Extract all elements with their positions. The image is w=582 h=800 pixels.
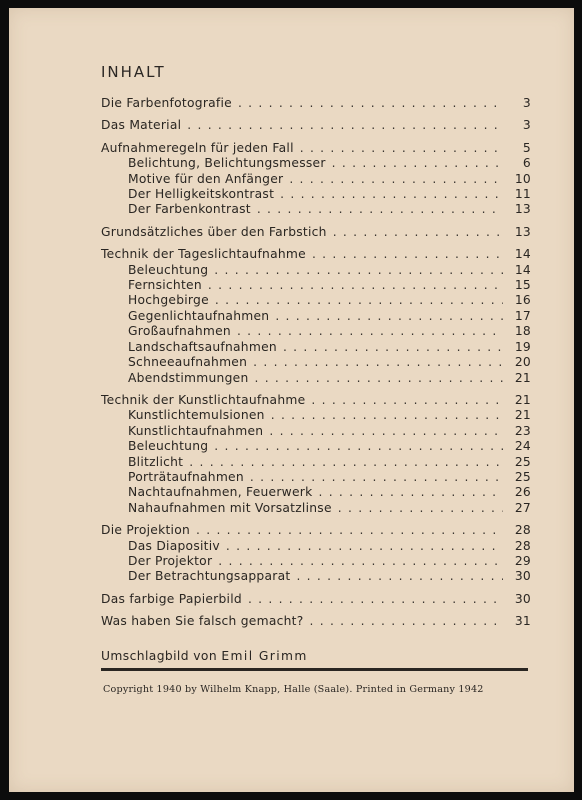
toc-entry xyxy=(101,247,531,262)
toc-entry-title: Hochgebirge xyxy=(128,293,209,308)
toc-entry xyxy=(101,141,531,156)
dot-leader xyxy=(280,187,503,202)
dot-leader xyxy=(311,393,503,408)
toc-page-number: 23 xyxy=(514,423,531,438)
dot-leader xyxy=(312,247,503,262)
dot-leader xyxy=(289,172,503,187)
dot-leader xyxy=(189,455,503,470)
toc-page-number: 15 xyxy=(514,278,531,293)
toc-page-number: 10 xyxy=(514,171,531,186)
toc-page-number: 14 xyxy=(514,247,531,262)
toc-page-number: 26 xyxy=(514,485,531,500)
toc-page-number: 21 xyxy=(514,392,531,407)
toc-entry-title: Technik der Tageslichtaufnahme xyxy=(101,247,306,262)
toc-entry-title: Grundsätzliches über den Farbstich xyxy=(101,224,327,239)
toc-subentry xyxy=(101,355,531,370)
toc-subentry xyxy=(101,470,531,485)
copyright-notice: Copyright 1940 by Wilhelm Knapp, Halle (Saale). Printed in Germany 1942 xyxy=(103,684,484,695)
toc-page-number: 3 xyxy=(522,118,531,133)
toc-page-number: 29 xyxy=(514,553,531,568)
toc-page-number: 3 xyxy=(522,96,531,110)
toc-page-number: 19 xyxy=(514,339,531,354)
toc-subentry xyxy=(101,569,531,584)
toc-subentry xyxy=(101,202,531,217)
toc-page-number: 25 xyxy=(514,469,531,484)
toc-page-number: 27 xyxy=(514,500,531,515)
toc-entry-title: Landschaftsaufnahmen xyxy=(128,339,277,354)
toc-subentry xyxy=(101,156,531,171)
toc-entry-title: Das farbige Papierbild xyxy=(101,591,242,606)
toc-page-number: 18 xyxy=(514,324,531,339)
toc-entry-title: Kunstlichtemulsionen xyxy=(128,408,265,423)
toc-page-number: 11 xyxy=(514,187,531,202)
toc-entry-title: Schneeaufnahmen xyxy=(128,355,248,370)
toc-entry-title: Nachtaufnahmen, Feuerwerk xyxy=(128,485,313,500)
toc-entry-title: Der Betrachtungsapparat xyxy=(128,569,291,584)
toc-page-number: 21 xyxy=(514,370,531,385)
dot-leader xyxy=(214,263,503,278)
toc-entry-title: Beleuchtung xyxy=(128,262,209,277)
toc-subentry xyxy=(101,172,531,187)
toc-entry-title: Belichtung, Belichtungsmesser xyxy=(128,156,326,171)
toc-entry-title: Gegenlichtaufnahmen xyxy=(128,308,270,323)
toc-entry-title: Der Farbenkontrast xyxy=(128,202,251,217)
toc-entry-title: Kunstlichtaufnahmen xyxy=(128,423,264,438)
toc-page-number: 28 xyxy=(514,538,531,553)
toc-entry xyxy=(101,393,531,408)
toc-entry-title: Was haben Sie falsch gemacht? xyxy=(101,614,304,629)
cover-credit-prefix: Umschlagbild von xyxy=(101,649,218,663)
dot-leader xyxy=(332,156,503,171)
toc-entry-title: Das Material xyxy=(101,118,182,133)
toc-page-number: 16 xyxy=(514,293,531,308)
toc-page-number: 6 xyxy=(522,156,531,171)
dot-leader xyxy=(187,118,503,133)
toc-entry-title: Die Farbenfotografie xyxy=(101,96,232,110)
toc-subentry xyxy=(101,554,531,569)
toc-subentry xyxy=(101,340,531,355)
toc-entry-title: Beleuchtung xyxy=(128,439,209,454)
toc-entry-title: Die Projektion xyxy=(101,523,191,538)
divider-rule xyxy=(101,668,528,671)
table-of-contents xyxy=(101,96,531,630)
toc-entry-title: Abendstimmungen xyxy=(128,370,249,385)
toc-subentry xyxy=(101,408,531,423)
toc-entry xyxy=(101,592,531,607)
dot-leader xyxy=(269,424,503,439)
dot-leader xyxy=(338,501,503,516)
toc-page-number: 25 xyxy=(514,454,531,469)
toc-entry xyxy=(101,118,531,133)
toc-entry xyxy=(101,523,531,538)
dot-leader xyxy=(318,485,503,500)
toc-entry-title: Großaufnahmen xyxy=(128,324,231,339)
toc-page-number: 31 xyxy=(514,614,531,629)
dot-leader xyxy=(196,523,503,538)
toc-subentry xyxy=(101,263,531,278)
dot-leader xyxy=(271,408,503,423)
toc-entry-title: Technik der Kunstlichtaufnahme xyxy=(101,392,306,407)
toc-subentry xyxy=(101,539,531,554)
contents-heading: INHALT xyxy=(101,63,166,81)
book-page xyxy=(9,8,574,792)
dot-leader xyxy=(283,340,503,355)
dot-leader xyxy=(237,324,503,339)
dot-leader xyxy=(300,141,503,156)
toc-subentry xyxy=(101,501,531,516)
toc-entry-title: Der Helligkeitskontrast xyxy=(128,187,275,202)
toc-subentry xyxy=(101,293,531,308)
toc-page-number: 13 xyxy=(514,202,531,217)
dot-leader xyxy=(253,355,503,370)
dot-leader xyxy=(248,592,503,607)
toc-entry-title: Blitzlicht xyxy=(128,454,184,469)
dot-leader xyxy=(238,96,503,111)
toc-subentry xyxy=(101,324,531,339)
dot-leader xyxy=(275,309,503,324)
toc-page-number: 28 xyxy=(514,523,531,538)
toc-entry xyxy=(101,614,531,629)
toc-subentry xyxy=(101,309,531,324)
toc-page-number: 17 xyxy=(514,308,531,323)
toc-entry xyxy=(101,225,531,240)
toc-page-number: 30 xyxy=(514,591,531,606)
toc-entry-title: Aufnahmeregeln für jeden Fall xyxy=(101,140,294,155)
dot-leader xyxy=(310,614,503,629)
toc-subentry xyxy=(101,439,531,454)
dot-leader xyxy=(255,371,504,386)
dot-leader xyxy=(218,554,503,569)
toc-entry xyxy=(101,96,531,111)
dot-leader xyxy=(226,539,503,554)
dot-leader xyxy=(333,225,503,240)
toc-entry-title: Fernsichten xyxy=(128,278,202,293)
toc-page-number: 30 xyxy=(514,569,531,584)
dot-leader xyxy=(257,202,503,217)
toc-page-number: 21 xyxy=(514,408,531,423)
toc-subentry xyxy=(101,485,531,500)
toc-subentry xyxy=(101,455,531,470)
toc-entry-title: Nahaufnahmen mit Vorsatzlinse xyxy=(128,500,332,515)
toc-entry-title: Porträtaufnahmen xyxy=(128,469,244,484)
toc-subentry xyxy=(101,424,531,439)
dot-leader xyxy=(296,569,503,584)
cover-credit xyxy=(101,649,308,663)
dot-leader xyxy=(214,439,503,454)
toc-entry-title: Motive für den Anfänger xyxy=(128,171,284,186)
toc-entry-title: Der Projektor xyxy=(128,553,213,568)
toc-page-number: 24 xyxy=(514,439,531,454)
toc-entry-title: Das Diapositiv xyxy=(128,538,220,553)
toc-page-number: 20 xyxy=(514,355,531,370)
dot-leader xyxy=(215,293,503,308)
toc-page-number: 5 xyxy=(522,140,531,155)
dot-leader xyxy=(250,470,503,485)
toc-subentry xyxy=(101,278,531,293)
cover-artist-name: Emil Grimm xyxy=(221,649,308,663)
toc-subentry xyxy=(101,187,531,202)
toc-page-number: 13 xyxy=(514,224,531,239)
toc-subentry xyxy=(101,371,531,386)
dot-leader xyxy=(208,278,503,293)
toc-page-number: 14 xyxy=(514,262,531,277)
